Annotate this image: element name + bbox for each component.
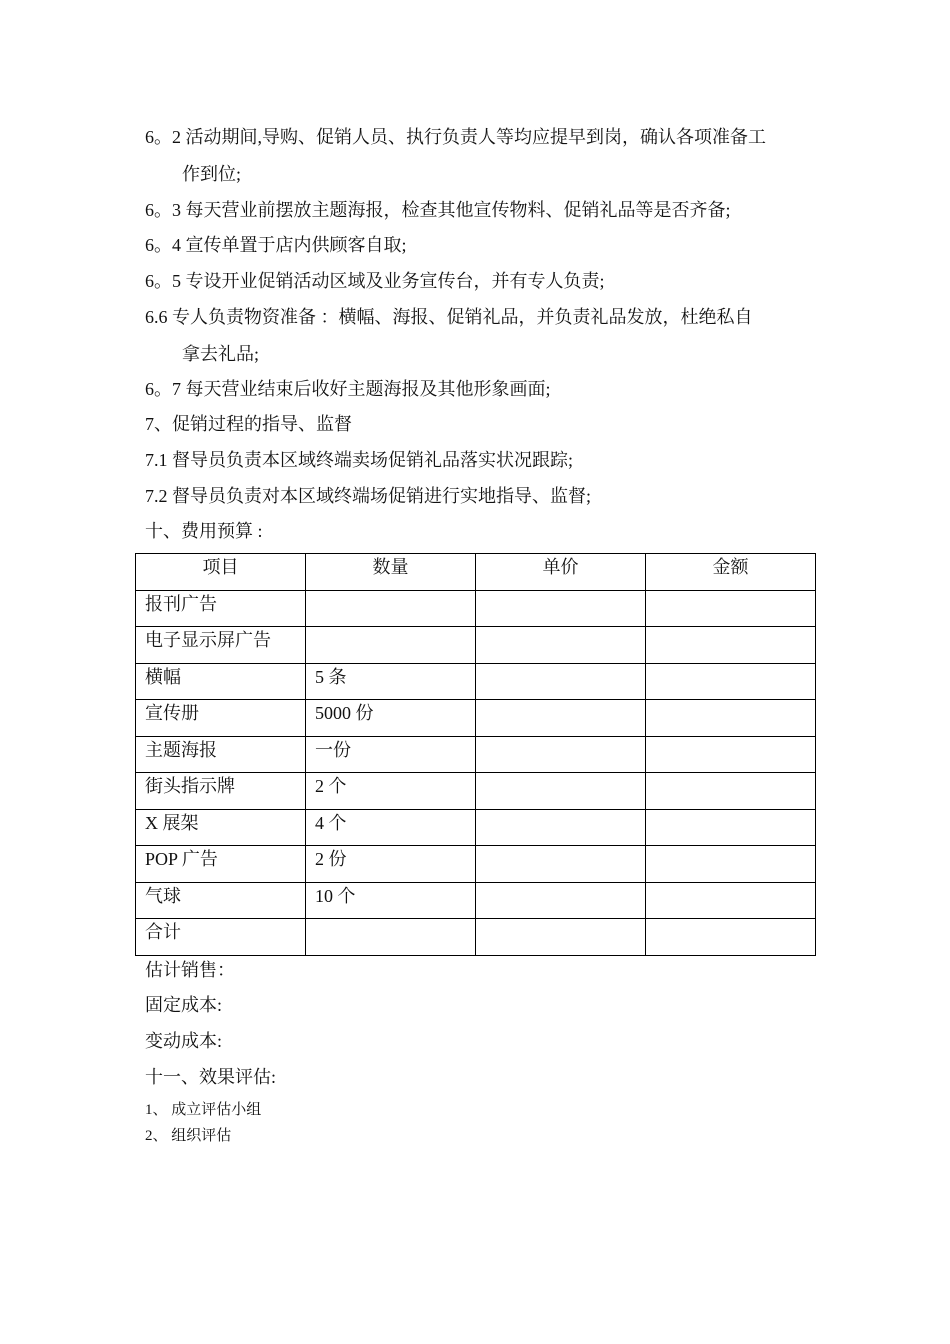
cell-amount	[646, 846, 816, 883]
list-item: 2、 组织评估	[145, 1128, 232, 1144]
cell-unit-price	[476, 590, 646, 627]
cell-quantity: 一份	[306, 736, 476, 773]
paragraph-6-5: 6。5 专设开业促销活动区域及业务宣传台，并有专人负责;	[145, 271, 605, 291]
paragraph-7-1: 7.1 督导员负责本区域终端卖场促销礼品落实状况跟踪;	[145, 450, 573, 470]
paragraph-6-4: 6。4 宣传单置于店内供顾客自取;	[145, 235, 407, 255]
cell-unit-price	[476, 846, 646, 883]
cell-amount	[646, 663, 816, 700]
variable-cost-label: 变动成本:	[145, 1031, 223, 1051]
paragraph-6-2: 6。2 活动期间,导购、促销人员、执行负责人等均应提早到岗，确认各项准备工	[145, 127, 766, 147]
budget-table	[135, 553, 816, 956]
table-row	[136, 773, 816, 810]
table-row	[136, 809, 816, 846]
paragraph-6-2-continued: 作到位;	[182, 164, 242, 184]
cell-unit-price	[476, 663, 646, 700]
cell-unit-price	[476, 773, 646, 810]
cell-quantity: 4 个	[306, 809, 476, 846]
paragraph-6-3: 6。3 每天营业前摆放主题海报，检查其他宣传物料、促销礼品等是否齐备;	[145, 200, 731, 220]
section-heading-11: 十一、效果评估:	[145, 1067, 277, 1087]
cell-quantity	[306, 627, 476, 664]
cell-amount	[646, 627, 816, 664]
list-item: 1、 成立评估小组	[145, 1102, 262, 1118]
cell-item: 电子显示屏广告	[136, 627, 306, 664]
cell-unit-price	[476, 882, 646, 919]
section-heading-10: 十、费用预算 :	[145, 521, 263, 541]
table-row	[136, 700, 816, 737]
cell-item: POP 广告	[136, 846, 306, 883]
paragraph-6-6: 6.6 专人负责物资准备 ：横幅、海报、促销礼品，并负责礼品发放，杜绝私自	[145, 307, 753, 327]
cell-quantity	[306, 590, 476, 627]
cell-item: X 展架	[136, 809, 306, 846]
cell-quantity: 2 个	[306, 773, 476, 810]
paragraph-7-2: 7.2 督导员负责对本区域终端场促销进行实地指导、监督;	[145, 486, 591, 506]
cell-item: 报刊广告	[136, 590, 306, 627]
cell-item: 气球	[136, 882, 306, 919]
cell-quantity: 10 个	[306, 882, 476, 919]
cell-amount	[646, 809, 816, 846]
table-header-row	[136, 554, 816, 591]
cell-amount	[646, 700, 816, 737]
paragraph-6-6-continued: 拿去礼品;	[182, 344, 260, 364]
header-amount: 金额	[646, 554, 816, 591]
cell-amount	[646, 882, 816, 919]
cell-unit-price	[476, 736, 646, 773]
table-row	[136, 846, 816, 883]
estimated-sales-label: 估计销售：	[145, 960, 235, 980]
cell-amount	[646, 590, 816, 627]
header-quantity: 数量	[306, 554, 476, 591]
cell-amount	[646, 773, 816, 810]
cell-item: 合计	[136, 919, 306, 956]
table-row	[136, 882, 816, 919]
table-row-total	[136, 919, 816, 956]
cell-quantity: 5000 份	[306, 700, 476, 737]
cell-item: 主题海报	[136, 736, 306, 773]
cell-amount	[646, 919, 816, 956]
header-item: 项目	[136, 554, 306, 591]
cell-quantity: 2 份	[306, 846, 476, 883]
table-row	[136, 736, 816, 773]
paragraph-6-7: 6。7 每天营业结束后收好主题海报及其他形象画面;	[145, 379, 551, 399]
cell-quantity: 5 条	[306, 663, 476, 700]
cell-unit-price	[476, 809, 646, 846]
cell-amount	[646, 736, 816, 773]
section-heading-7: 7、促销过程的指导、监督	[145, 414, 352, 434]
cell-quantity	[306, 919, 476, 956]
cell-item: 街头指示牌	[136, 773, 306, 810]
table-row	[136, 590, 816, 627]
header-unit-price: 单价	[476, 554, 646, 591]
table-row	[136, 663, 816, 700]
cell-item: 横幅	[136, 663, 306, 700]
cell-unit-price	[476, 919, 646, 956]
cell-item: 宣传册	[136, 700, 306, 737]
cell-unit-price	[476, 700, 646, 737]
fixed-cost-label: 固定成本:	[145, 995, 223, 1015]
table-row	[136, 627, 816, 664]
cell-unit-price	[476, 627, 646, 664]
